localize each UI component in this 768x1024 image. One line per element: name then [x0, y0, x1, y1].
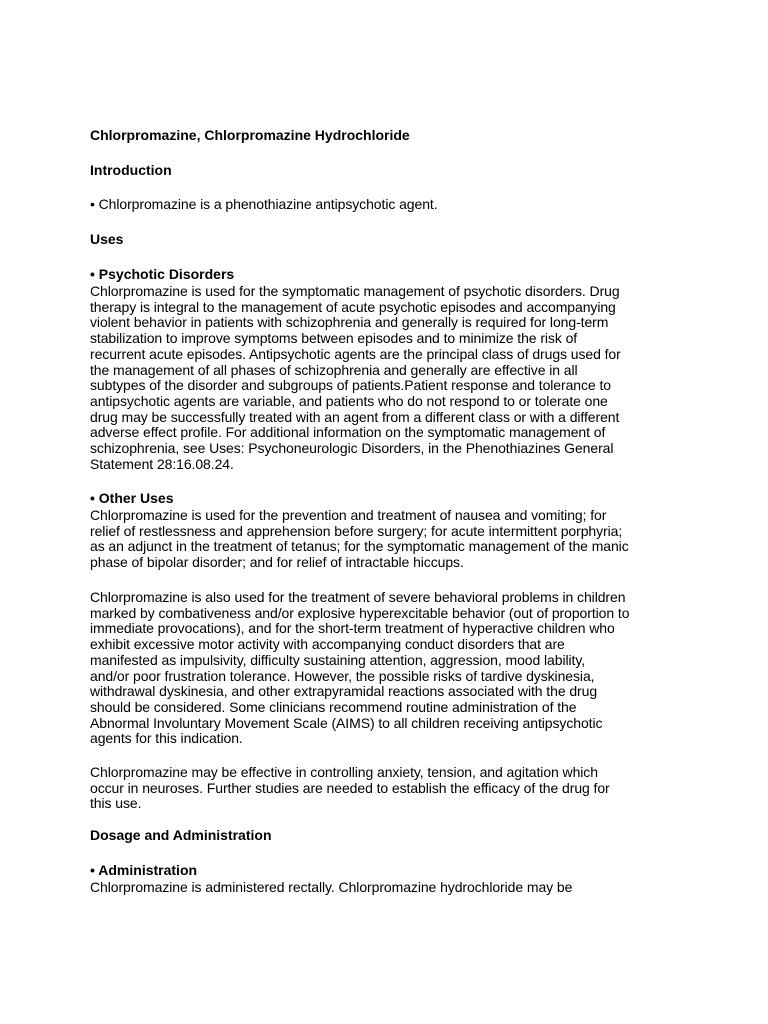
paragraph-line: should be considered. Some clinicians recommend routine administration of the	[90, 698, 577, 715]
document-title: Chlorpromazine, Chlorpromazine Hydrochloride	[90, 127, 410, 143]
uses-heading: Uses	[90, 231, 124, 247]
paragraph-line: antipsychotic agents are variable, and patients who do not respond to or tolerate one	[90, 392, 608, 409]
paragraph-line: adverse effect profile. For additional information on the symptomatic management of	[90, 424, 606, 441]
paragraph-line: Chlorpromazine is also used for the treatment of severe behavioral problems in children	[90, 589, 626, 605]
paragraph-line: therapy is integral to the management of acute psychotic episodes and accompanying	[90, 298, 616, 315]
paragraph-line: withdrawal dyskinesia, and other extrapyramidal reactions associated with the drug	[90, 683, 598, 700]
paragraph-line: marked by combativeness and/or explosive hyperexcitable behavior (out of proportion to	[90, 604, 630, 621]
other-uses-heading: • Other Uses	[90, 490, 174, 506]
paragraph-line: recurrent acute episodes. Antipsychotic agents are the principal class of drugs used for	[90, 345, 621, 362]
paragraph-line: phase of bipolar disorder; and for relief of intractable hiccups.	[90, 554, 464, 571]
introduction-heading: Introduction	[90, 162, 172, 178]
paragraph-line: stabilization to improve symptoms between episodes and to minimize the risk of	[90, 330, 578, 347]
introduction-text: • Chlorpromazine is a phenothiazine antipsychotic agent.	[90, 196, 438, 212]
dosage-administration-heading: Dosage and Administration	[90, 827, 272, 843]
paragraph-line: relief of restlessness and apprehension before surgery; for acute intermittent porphyria;	[90, 522, 623, 539]
paragraph-line: immediate provocations), and for the short-term treatment of hyperactive children who	[90, 620, 615, 637]
paragraph-line: this use.	[90, 795, 142, 812]
paragraph-line: Statement 28:16.08.24.	[90, 455, 234, 472]
paragraph-line: occur in neuroses. Further studies are needed to establish the efficacy of the drug for	[90, 779, 610, 796]
psychotic-disorders-heading: • Psychotic Disorders	[90, 266, 235, 282]
other-uses-paragraph-3	[90, 765, 690, 812]
paragraph-line: Chlorpromazine is used for the symptomatic management of psychotic disorders. Drug	[90, 283, 620, 299]
psychotic-disorders-paragraph	[90, 284, 690, 472]
paragraph-line: violent behavior in patients with schizophrenia and generally is required for long-term	[90, 314, 609, 331]
paragraph-line: manifested as impulsivity, difficulty sustaining attention, aggression, mood lability,	[90, 651, 586, 668]
other-uses-paragraph-1	[90, 508, 690, 571]
paragraph-line: drug may be successfully treated with an agent from a different class or with a different	[90, 408, 620, 425]
administration-paragraph	[90, 880, 690, 896]
paragraph-line: schizophrenia, see Uses: Psychoneurologic Disorders, in the Phenothiazines General	[90, 440, 614, 457]
paragraph-line: Abnormal Involuntary Movement Scale (AIMS) to all children receiving antipsychotic	[90, 714, 603, 731]
paragraph-line: and/or poor frustration tolerance. However, the possible risks of tardive dyskinesia,	[90, 667, 595, 684]
paragraph-line: the management of all phases of schizophrenia and generally are effective in all	[90, 361, 578, 378]
paragraph-line: Chlorpromazine may be effective in controlling anxiety, tension, and agitation which	[90, 764, 598, 780]
paragraph-line: exhibit excessive motor activity with accompanying conduct disorders that are	[90, 636, 565, 653]
paragraph-line: as an adjunct in the treatment of tetanus; for the symptomatic management of the manic	[90, 538, 629, 555]
administration-heading: • Administration	[90, 862, 198, 878]
paragraph-line: Chlorpromazine is used for the prevention and treatment of nausea and vomiting; for	[90, 507, 607, 523]
paragraph-line: Chlorpromazine is administered rectally. Chlorpromazine hydrochloride may be	[90, 879, 573, 895]
paragraph-line: subtypes of the disorder and subgroups of patients.Patient response and tolerance to	[90, 377, 611, 394]
paragraph-line: agents for this indication.	[90, 730, 243, 747]
other-uses-paragraph-2	[90, 590, 690, 747]
